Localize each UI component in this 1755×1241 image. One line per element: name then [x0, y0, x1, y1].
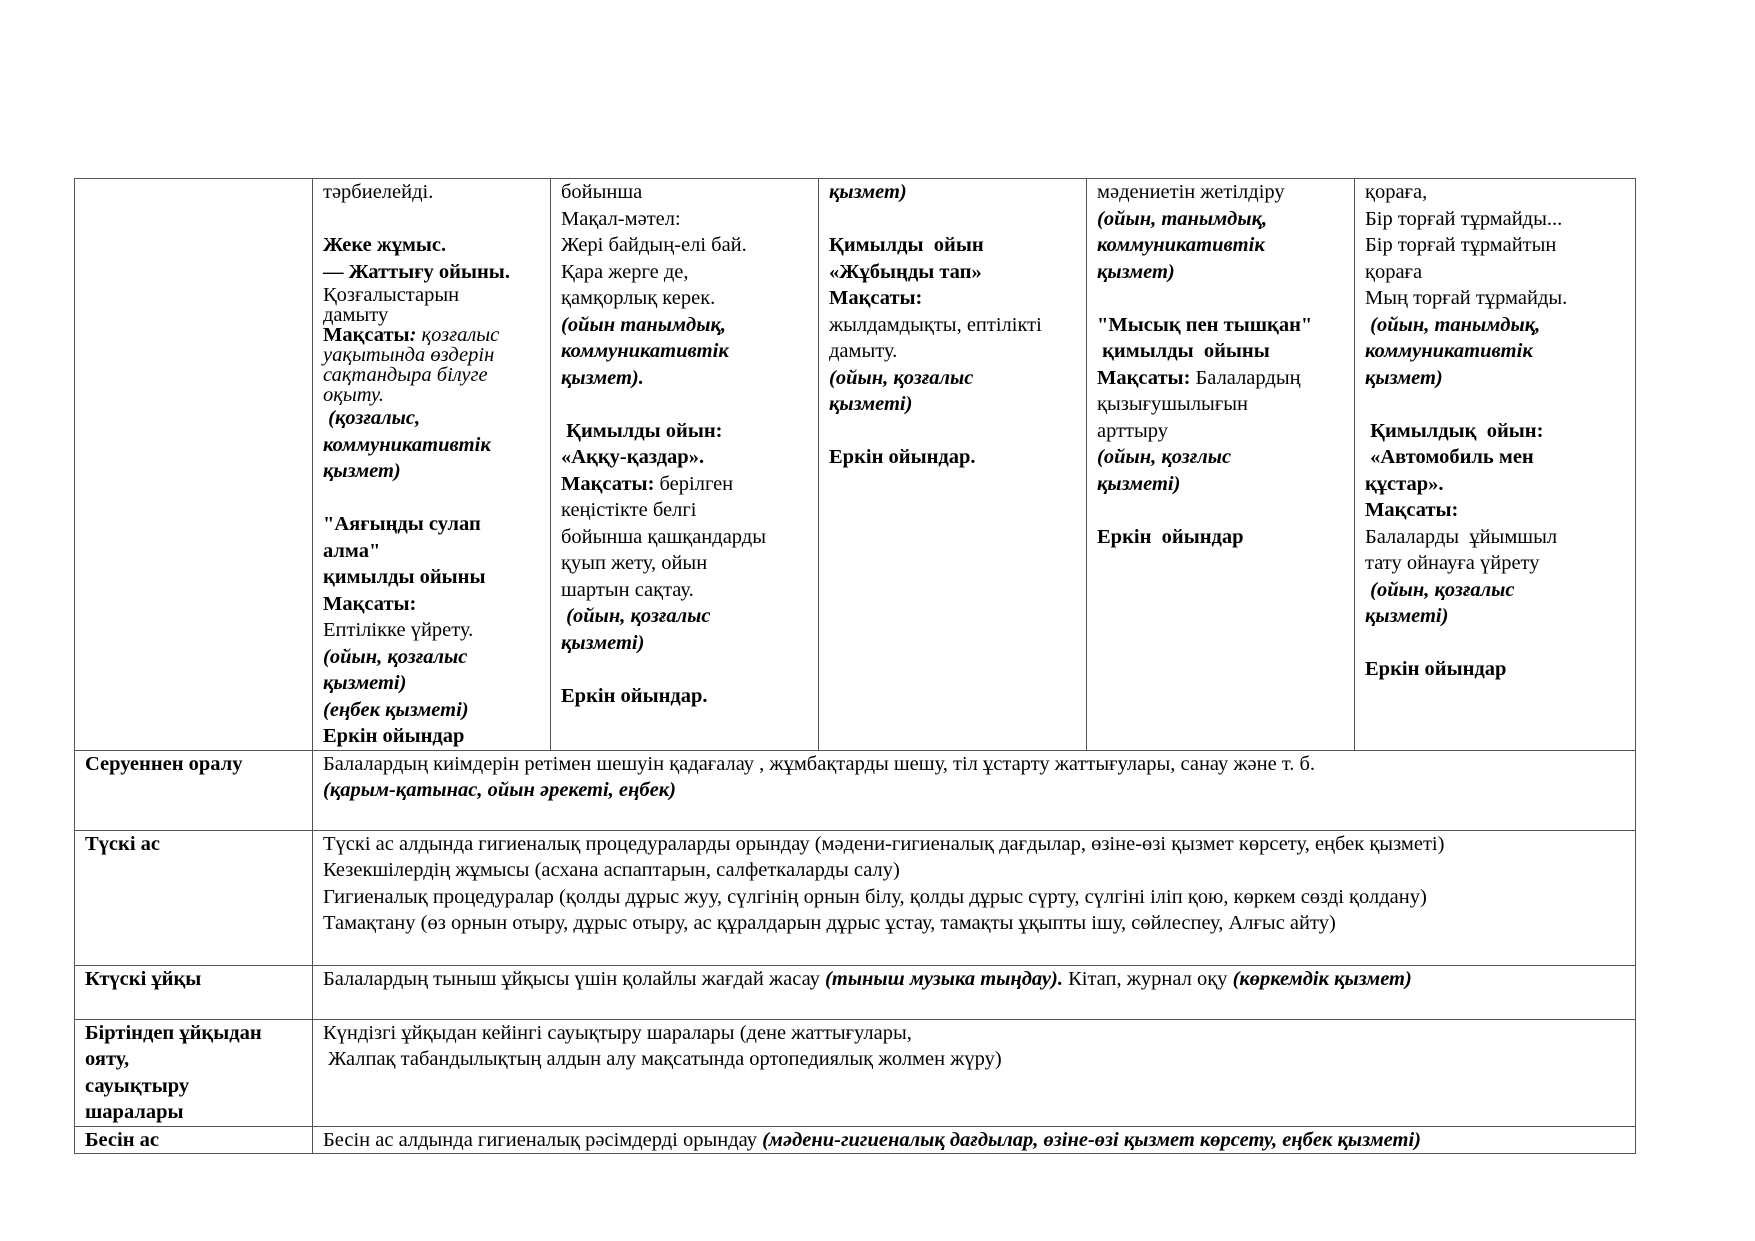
text-line: Гигиеналық процедуралар (қолды дұрыс жуу, сүлгінің орнын білу, қолды дұрыс сүрту, сүлгіні іліп қою, көркем сөзді қолдану) — [323, 885, 1427, 908]
blank-line — [323, 485, 550, 512]
text-line: қызмет) — [323, 460, 401, 482]
text-line: Жалпақ табандылықтың алдын алу мақсатында ортопедиялық жолмен жүру) — [323, 1048, 1002, 1070]
text-line: дамыту — [323, 304, 389, 326]
label-line: Біртіндеп ұйқыдан — [85, 1021, 262, 1044]
text-line: сақтандыра білуге — [323, 364, 488, 386]
text-line: қызмет) — [1097, 260, 1175, 283]
row-label: Серуеннен оралу — [75, 750, 313, 830]
text-line: Мақсаты: — [829, 287, 923, 309]
row-content — [313, 1126, 1636, 1154]
nap-row — [75, 965, 1636, 1019]
text-line: құстар». — [1365, 472, 1444, 495]
blank-line — [1097, 497, 1354, 524]
text-line: "Мысық пен тышқан" — [1097, 313, 1313, 336]
goal-label: Мақсаты — [1097, 366, 1184, 389]
text-line: қимылды ойыны — [1097, 340, 1270, 362]
text-line: дамыту. — [829, 340, 898, 362]
text-line: бойынша — [561, 181, 643, 203]
text-line: Бір торғай тұрмайды... — [1365, 207, 1563, 230]
text-line: — Жаттығу ойыны. — [323, 260, 510, 283]
text-line: коммуникативтік — [323, 433, 491, 456]
text-line: (қозғалыс, — [323, 407, 421, 429]
text-line: Мақсаты: — [323, 592, 417, 615]
text-line: Мақал-мәтел: — [561, 207, 681, 230]
row-label: Ктүскі ұйқы — [75, 965, 313, 1019]
text-line: қызметі) — [561, 631, 645, 654]
text-line: Кезекшілердің жұмысы (асхана аспаптарын, салфеткаларды салу) — [323, 859, 900, 881]
text-line: Еркін ойындар — [1097, 525, 1244, 548]
goal-colon: : — [409, 324, 417, 346]
blank-line — [323, 206, 550, 233]
row-content — [313, 830, 1636, 965]
text-run: (көркемдік қызмет) — [1232, 967, 1412, 990]
text-line: (ойын, қозғлыс — [1097, 446, 1232, 468]
label-line: сауықтыру — [85, 1074, 190, 1097]
text-line: (ойын, қозғалыс — [829, 366, 974, 389]
text-line: "Аяғыңды сулап — [323, 513, 481, 535]
text-line: Тамақтану (өз орнын отыру, дұрыс отыру, ас құралдарын дұрыс ұстау, тамақты ұқыпты ішу, сөйлеспеу, Алғыс айту) — [323, 912, 1336, 934]
text-line: Бір торғай тұрмайтын — [1365, 234, 1557, 256]
goal-colon: : — [1183, 366, 1191, 389]
blank-line — [829, 418, 1086, 445]
text-line: Еркін ойындар — [1365, 658, 1507, 680]
text-line: алма" — [323, 539, 381, 562]
row-label: Бесін ас — [75, 1126, 313, 1154]
text-line — [561, 471, 818, 498]
row-content — [313, 965, 1636, 1019]
text-line: коммуникативтік — [561, 340, 729, 362]
text-line: қуып жету, ойын — [561, 552, 708, 574]
text-line: Мақсаты: — [1365, 499, 1459, 521]
empty-label-cell — [75, 179, 313, 751]
text-line: тәрбиелейді. — [323, 181, 434, 203]
text-run: Балалардың тыныш ұйқысы үшін қолайлы жағдай жасау — [323, 967, 826, 990]
text-line: (ойын, қозғалыс — [1365, 578, 1515, 601]
blank-line — [561, 391, 818, 418]
return-walk-row — [75, 750, 1636, 830]
text-line: мәдениетін жетілдіру — [1097, 181, 1285, 203]
text-line: бойынша қашқандарды — [561, 525, 766, 548]
text-line: Балаларды ұйымшыл — [1365, 525, 1558, 548]
text-line: (ойын, танымдық, — [1365, 313, 1541, 336]
text-line: (ойын, танымдық, — [1097, 207, 1268, 230]
text-line: қызығушылығын — [1097, 393, 1248, 415]
text-line: шартын сақтау. — [561, 578, 694, 601]
blank-line — [829, 206, 1086, 233]
text-line — [323, 1127, 1635, 1154]
activity-cell-3 — [819, 179, 1087, 751]
label-line: ояту, — [85, 1048, 130, 1070]
text-line: қораға, — [1365, 181, 1428, 203]
text-line: қызмет) — [1365, 366, 1443, 389]
wakeup-row — [75, 1019, 1636, 1126]
lunch-row — [75, 830, 1636, 965]
text-line: (ойын, қозғалыс — [561, 605, 711, 627]
blank-line — [1097, 285, 1354, 312]
walk-activities-row — [75, 179, 1636, 751]
activity-cell-5 — [1355, 179, 1636, 751]
goal-label: Мақсаты — [561, 472, 648, 495]
blank-line — [1365, 630, 1635, 657]
text-line: қызметі) — [323, 672, 407, 694]
row-label — [75, 1019, 313, 1126]
text-line: Жеке жұмыс. — [323, 234, 447, 256]
text-line: Түскі ас алдында гигиеналық процедураларды орындау (мәдени-гигиеналық дағдылар, өзіне-өзі қызмет көрсету, еңбек қызметі) — [323, 832, 1445, 855]
text-line: Еркін ойындар. — [561, 684, 708, 707]
text-line: қораға — [1365, 260, 1423, 283]
text-line: (қарым-қатынас, ойын әрекеті, еңбек) — [323, 779, 676, 801]
snack-row — [75, 1126, 1636, 1154]
text-line: оқыту. — [323, 384, 384, 406]
text-line: уақытында өздерін — [323, 344, 495, 366]
text-line — [1097, 365, 1354, 392]
text-line: Балалардың киімдерін ретімен шешуін қадағалау , жұмбақтарды шешу, тіл ұстарту жаттығулары, санау және т. б. — [323, 752, 1316, 775]
text-line: Қимылды ойын — [829, 234, 984, 256]
row-content — [313, 750, 1636, 830]
goal-colon: : — [647, 472, 655, 495]
row-label: Түскі ас — [75, 830, 313, 965]
blank-line — [1365, 391, 1635, 418]
goal-text: қозғалыс — [416, 324, 500, 346]
text-line: коммуникативтік — [1365, 340, 1533, 362]
activity-cell-4 — [1087, 179, 1355, 751]
text-line: «Автомобиль мен — [1365, 446, 1534, 468]
text-line: қимылды ойыны — [323, 566, 486, 588]
text-line: Жері байдың-елі бай. — [561, 234, 747, 256]
text-run: (мәдени-гигиеналық дағдылар, өзіне-өзі қызмет көрсету, еңбек қызметі) — [762, 1128, 1421, 1151]
schedule-table — [74, 178, 1636, 1154]
text-line — [323, 325, 550, 345]
text-line: Еркін ойындар. — [829, 446, 976, 468]
goal-text: берілген — [654, 472, 734, 495]
text-line: қамқорлық керек. — [561, 287, 716, 309]
text-line: жылдамдықты, ептілікті — [829, 313, 1042, 336]
goal-label: Мақсаты — [323, 324, 410, 346]
text-line: Қимылды ойын: — [561, 419, 723, 442]
activity-cell-2 — [551, 179, 819, 751]
text-line: коммуникативтік — [1097, 234, 1265, 256]
text-line: қызмет). — [561, 366, 644, 389]
text-line: қызметі) — [1097, 472, 1181, 495]
text-line: (еңбек қызметі) — [323, 698, 469, 721]
text-line: Еркін ойындар — [323, 725, 465, 747]
text-run: Кітап, журнал оқу — [1062, 967, 1233, 990]
text-line: (ойын, қозғалыс — [323, 645, 468, 668]
text-run: (тыныш музыка тыңдау). — [825, 967, 1063, 990]
text-line: Ептілікке үйрету. — [323, 619, 474, 641]
text-line: қызметі) — [1365, 605, 1449, 627]
text-line: тату ойнауға үйрету — [1365, 552, 1540, 574]
text-line: Қозғалыстарын — [323, 284, 460, 306]
text-line: Қимылдық ойын: — [1365, 419, 1544, 442]
text-line: (ойын танымдық, — [561, 313, 726, 336]
text-line: Қара жерге де, — [561, 260, 689, 283]
activity-cell-1 — [313, 179, 551, 751]
text-line: кеңістікте белгі — [561, 499, 697, 521]
row-content — [313, 1019, 1636, 1126]
text-line: «Аққу-қаздар». — [561, 446, 705, 468]
goal-text: Балалардың — [1190, 366, 1301, 389]
text-line — [323, 966, 1635, 993]
text-line: Мың торғай тұрмайды. — [1365, 287, 1568, 309]
text-run: Бесін ас алдында гигиеналық рәсімдерді орындау — [323, 1128, 763, 1151]
text-line: «Жұбыңды тап» — [829, 260, 982, 283]
text-line: арттыру — [1097, 419, 1168, 442]
blank-line — [561, 656, 818, 683]
text-line: Күндізгі ұйқыдан кейінгі сауықтыру шаралары (дене жаттығулары, — [323, 1021, 912, 1044]
text-line: қызмет) — [829, 181, 907, 203]
text-line: қызметі) — [829, 393, 913, 415]
label-line: шаралары — [85, 1101, 184, 1123]
